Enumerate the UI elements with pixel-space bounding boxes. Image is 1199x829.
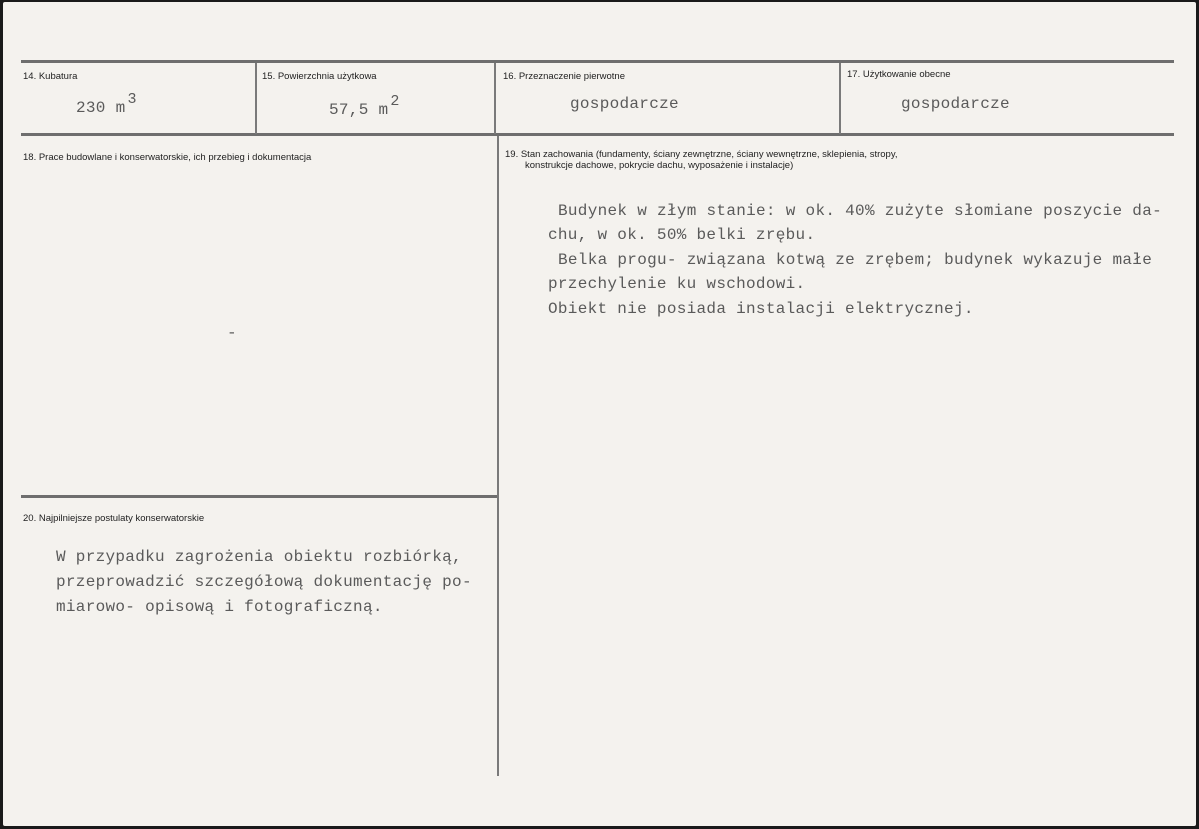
field-17-value: gospodarcze (901, 95, 1010, 113)
field-17-label: 17. Użytkowanie obecne (847, 69, 951, 80)
record-card (3, 2, 1196, 826)
field-20-text-line-1: W przypadku zagrożenia obiektu rozbiórką, (56, 548, 462, 566)
field-19-text-line-3: Belka progu- związana kotwą ze zrębem; budynek wykazuje małe (558, 251, 1153, 269)
field-15-value: 57,5 m 2 (329, 93, 400, 119)
field20-top-rule (21, 495, 497, 498)
field-20-text-line-3: miarowo- opisową i fotograficzną. (56, 598, 383, 616)
top-rule (21, 60, 1174, 63)
divider-left-right (497, 136, 499, 776)
field-14-unit-exponent: 3 (127, 91, 137, 108)
field-19-text-line-4: przechylenie ku wschodowi. (548, 275, 806, 293)
field-15-unit-exponent: 2 (390, 93, 400, 110)
field-16-value: gospodarcze (570, 95, 679, 113)
field-19-text-line-5: Obiekt nie posiada instalacji elektrycznej. (548, 300, 974, 318)
field-16-label: 16. Przeznaczenie pierwotne (503, 71, 625, 82)
field-19-label-line-1: 19. Stan zachowania (fundamenty, ściany zewnętrzne, ściany wewnętrzne, sklepienia, stropy, (505, 149, 898, 160)
divider-16-17 (839, 63, 841, 134)
field-14-label: 14. Kubatura (23, 71, 78, 82)
divider-15-16 (494, 63, 496, 134)
field-19-text-line-1: Budynek w złym stanie: w ok. 40% zużyte słomiane poszycie da- (558, 202, 1162, 220)
field-19-label-line-2: konstrukcje dachowe, pokrycie dachu, wyposażenie i instalacje) (525, 160, 794, 171)
field-20-text-line-2: przeprowadzić szczegółową dokumentację po- (56, 573, 472, 591)
row1-bottom-rule (21, 133, 1174, 136)
field-20-label: 20. Najpilniejsze postulaty konserwatorskie (23, 513, 205, 524)
field-18-label: 18. Prace budowlane i konserwatorskie, ich przebieg i dokumentacja (23, 152, 312, 163)
divider-14-15 (255, 63, 257, 134)
field-19-text-line-2: chu, w ok. 50% belki zrębu. (548, 226, 816, 244)
field-14-value: 230 m 3 (76, 91, 137, 117)
field-18-value: - (227, 324, 237, 342)
field-15-label: 15. Powierzchnia użytkowa (262, 71, 377, 82)
